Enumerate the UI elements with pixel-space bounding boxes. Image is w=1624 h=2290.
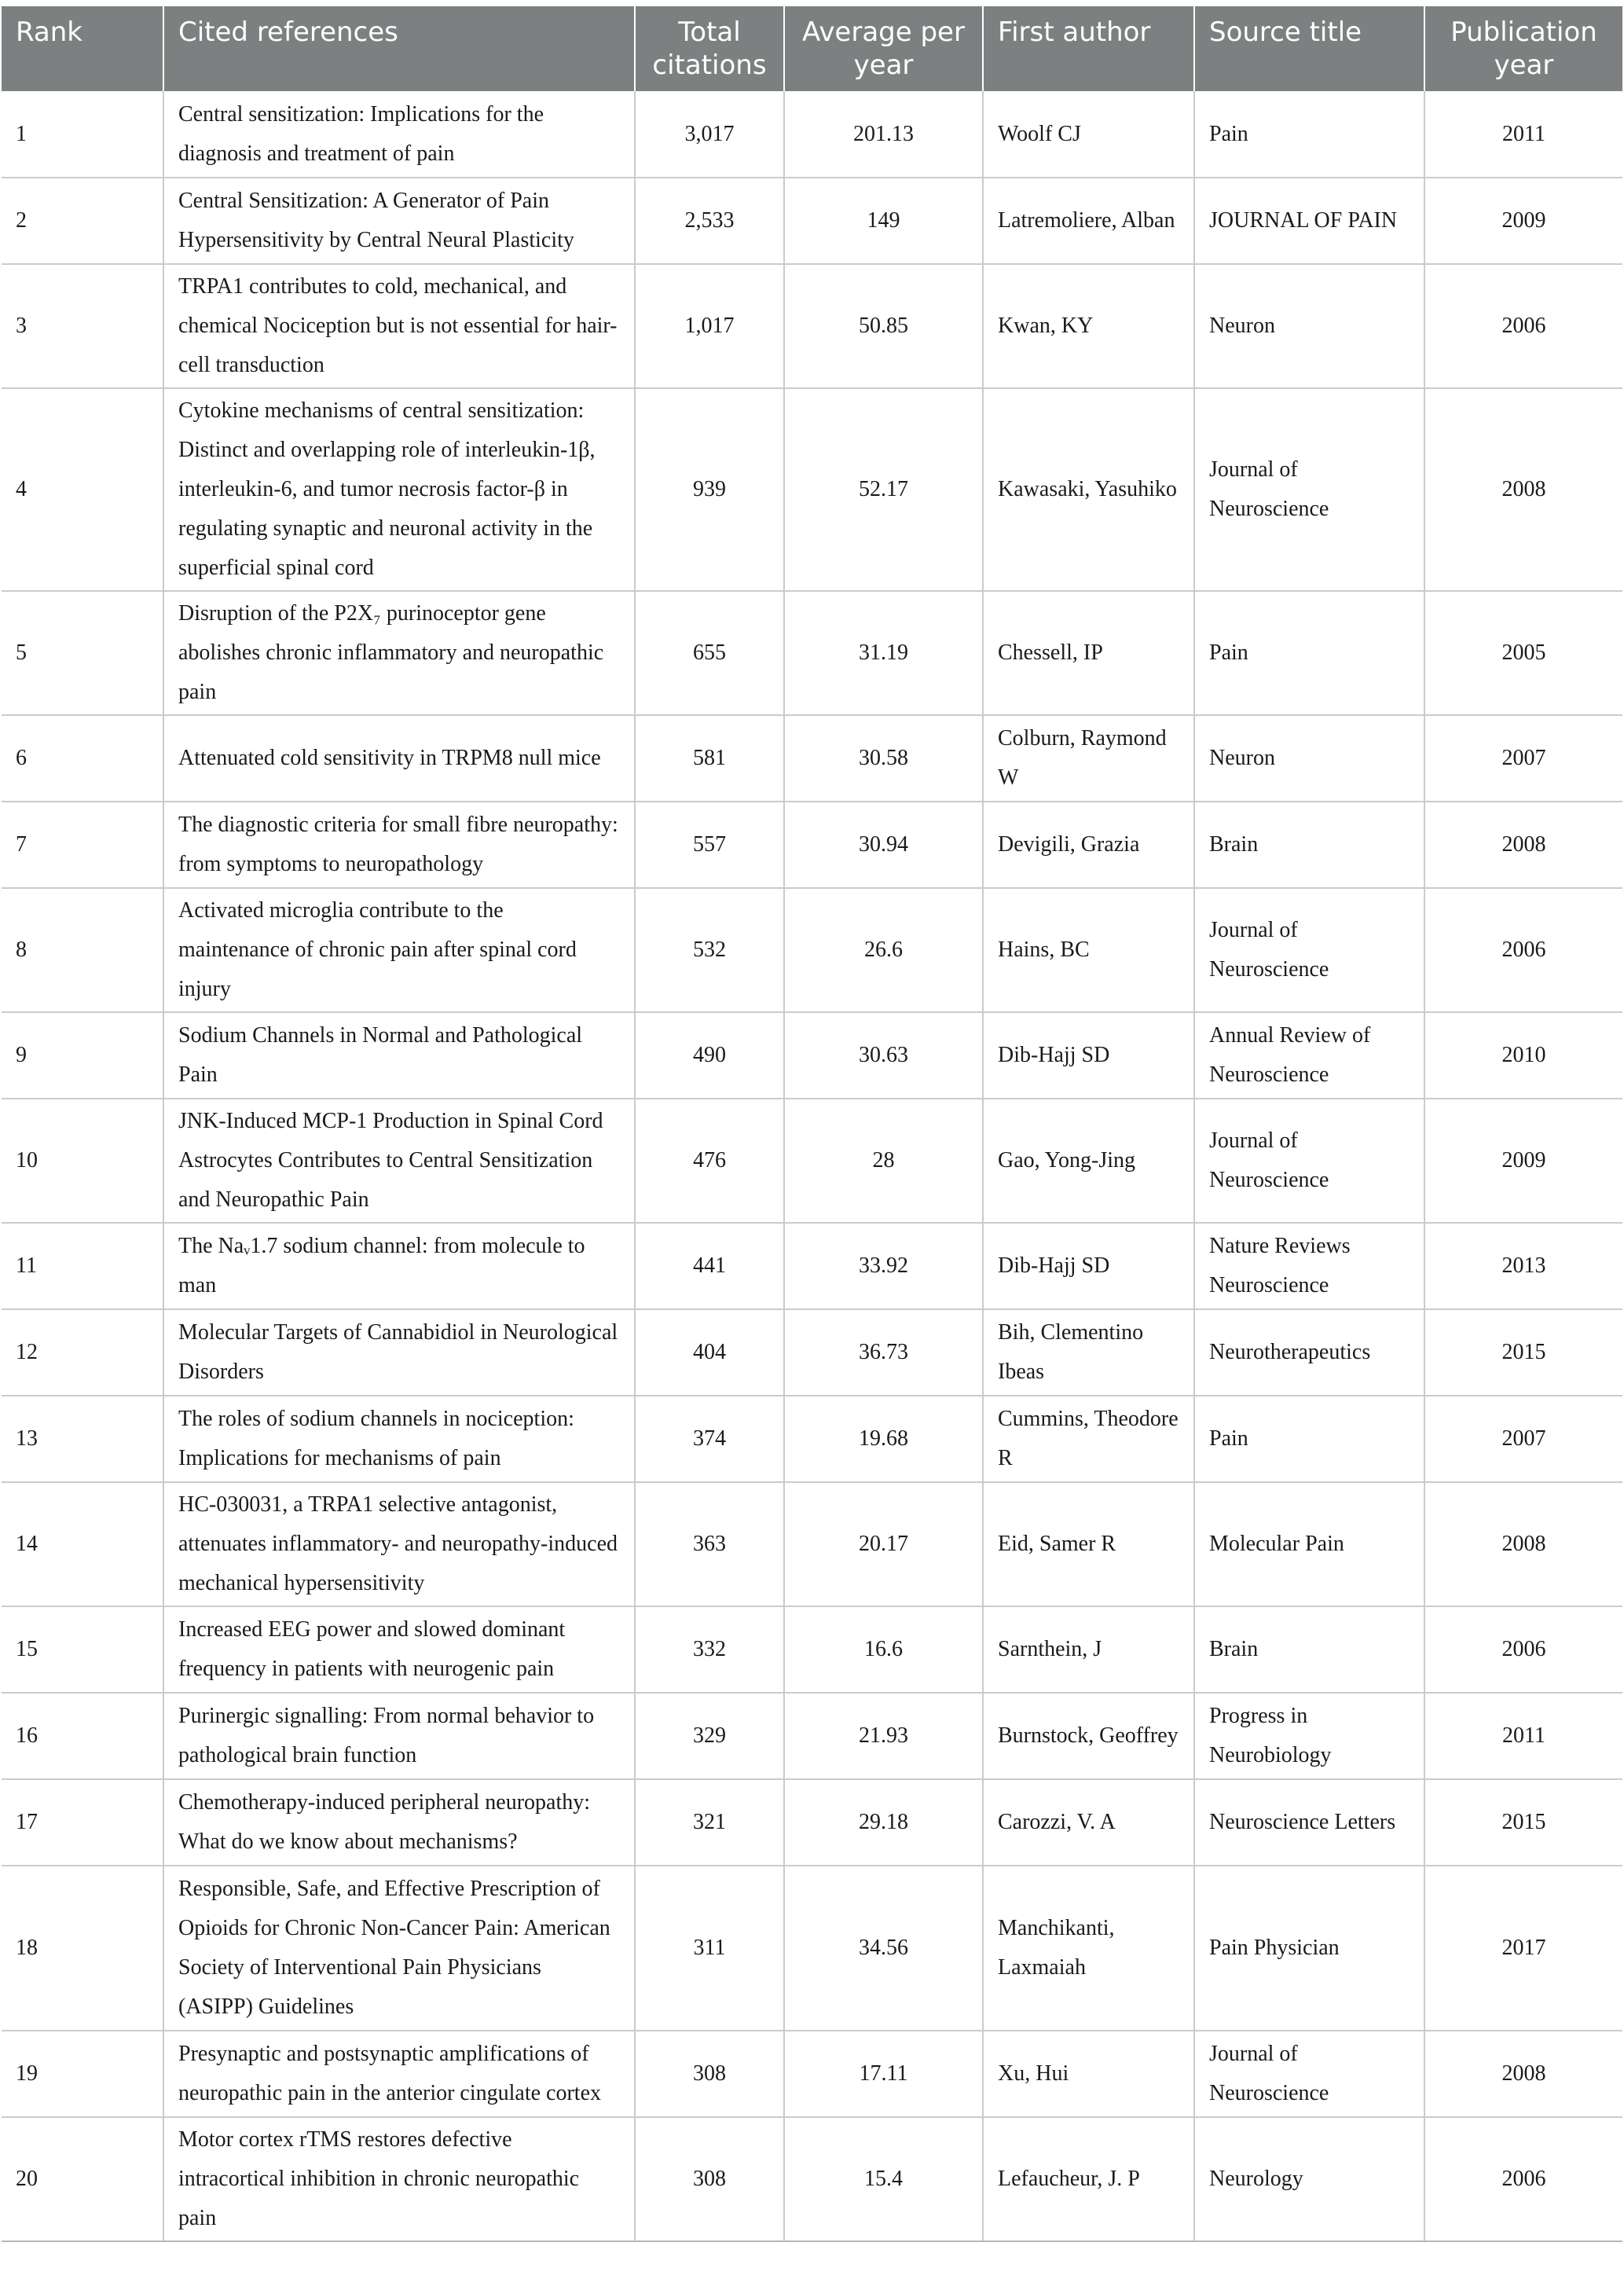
cell-total-citations: 939: [635, 388, 784, 591]
cell-rank: 16: [2, 1693, 163, 1779]
cell-cited-reference: Central Sensitization: A Generator of Pain Hypersensitivity by Central Neural Plasticity: [163, 178, 635, 264]
cell-total-citations: 332: [635, 1606, 784, 1693]
cell-average-per-year: 149: [784, 178, 983, 264]
cell-cited-reference: The diagnostic criteria for small fibre neuropathy: from symptoms to neuropathology: [163, 802, 635, 888]
cell-total-citations: 441: [635, 1223, 784, 1309]
cell-average-per-year: 30.63: [784, 1012, 983, 1099]
cell-rank: 9: [2, 1012, 163, 1099]
cell-cited-reference: Chemotherapy-induced peripheral neuropathy: What do we know about mechanisms?: [163, 1779, 635, 1866]
table-row: [2, 591, 1622, 715]
cell-first-author: Lefaucheur, J. P: [983, 2117, 1194, 2241]
cell-publication-year: 2015: [1424, 1779, 1622, 1866]
cell-publication-year: 2013: [1424, 1223, 1622, 1309]
cell-cited-reference: TRPA1 contributes to cold, mechanical, and chemical Nociception but is not essential for hair-cell transduction: [163, 264, 635, 388]
cell-average-per-year: 52.17: [784, 388, 983, 591]
table-row: [2, 1779, 1622, 1866]
cell-publication-year: 2007: [1424, 1396, 1622, 1482]
cell-total-citations: 329: [635, 1693, 784, 1779]
table-row: [2, 178, 1622, 264]
cell-source-title: Neurotherapeutics: [1194, 1309, 1424, 1396]
cell-average-per-year: 30.58: [784, 715, 983, 802]
cell-rank: 8: [2, 888, 163, 1012]
cell-rank: 14: [2, 1482, 163, 1606]
cell-cited-reference: HC-030031, a TRPA1 selective antagonist, attenuates inflammatory- and neuropathy-induced mechanical hypersensitivity: [163, 1482, 635, 1606]
cell-average-per-year: 30.94: [784, 802, 983, 888]
table-row: [2, 1223, 1622, 1309]
cell-first-author: Kwan, KY: [983, 264, 1194, 388]
table-row: [2, 1396, 1622, 1482]
cell-cited-reference: Central sensitization: Implications for the diagnosis and treatment of pain: [163, 91, 635, 178]
cell-publication-year: 2008: [1424, 802, 1622, 888]
cell-first-author: Sarnthein, J: [983, 1606, 1194, 1693]
header-source-title: Source title: [1194, 6, 1424, 91]
table-row: [2, 1309, 1622, 1396]
table-row: [2, 1606, 1622, 1693]
cell-average-per-year: 31.19: [784, 591, 983, 715]
cell-average-per-year: 28: [784, 1099, 983, 1223]
table-row: [2, 802, 1622, 888]
cell-first-author: Latremoliere, Alban: [983, 178, 1194, 264]
cell-cited-reference: Motor cortex rTMS restores defective intracortical inhibition in chronic neuropathic pain: [163, 2117, 635, 2241]
cell-first-author: Cummins, Theodore R: [983, 1396, 1194, 1482]
cell-first-author: Kawasaki, Yasuhiko: [983, 388, 1194, 591]
cell-first-author: Chessell, IP: [983, 591, 1194, 715]
cell-total-citations: 2,533: [635, 178, 784, 264]
header-row: [2, 6, 1622, 91]
cell-first-author: Dib-Hajj SD: [983, 1223, 1194, 1309]
cell-source-title: Neuron: [1194, 264, 1424, 388]
cell-rank: 19: [2, 2031, 163, 2117]
header-cited-references: Cited references: [163, 6, 635, 91]
cited-references-table: [2, 6, 1622, 2242]
cell-first-author: Hains, BC: [983, 888, 1194, 1012]
cell-total-citations: 655: [635, 591, 784, 715]
cell-average-per-year: 20.17: [784, 1482, 983, 1606]
cell-total-citations: 1,017: [635, 264, 784, 388]
cell-total-citations: 321: [635, 1779, 784, 1866]
cell-source-title: Journal of Neuroscience: [1194, 1099, 1424, 1223]
cell-rank: 12: [2, 1309, 163, 1396]
cell-average-per-year: 34.56: [784, 1866, 983, 2031]
header-average-per-year: Average per year: [784, 6, 983, 91]
cell-publication-year: 2010: [1424, 1012, 1622, 1099]
cell-publication-year: 2006: [1424, 264, 1622, 388]
cell-cited-reference: The roles of sodium channels in nociception: Implications for mechanisms of pain: [163, 1396, 635, 1482]
cell-publication-year: 2006: [1424, 1606, 1622, 1693]
cell-publication-year: 2005: [1424, 591, 1622, 715]
table-row: [2, 2031, 1622, 2117]
cell-source-title: Nature Reviews Neuroscience: [1194, 1223, 1424, 1309]
table-row: [2, 388, 1622, 591]
table-row: [2, 1482, 1622, 1606]
cell-rank: 1: [2, 91, 163, 178]
cell-publication-year: 2015: [1424, 1309, 1622, 1396]
cell-first-author: Dib-Hajj SD: [983, 1012, 1194, 1099]
cell-average-per-year: 33.92: [784, 1223, 983, 1309]
table-row: [2, 91, 1622, 178]
table-row: [2, 1693, 1622, 1779]
cell-rank: 15: [2, 1606, 163, 1693]
table-row: [2, 2117, 1622, 2241]
cell-cited-reference: Sodium Channels in Normal and Pathological Pain: [163, 1012, 635, 1099]
cell-publication-year: 2011: [1424, 1693, 1622, 1779]
cell-source-title: JOURNAL OF PAIN: [1194, 178, 1424, 264]
cell-cited-reference: Cytokine mechanisms of central sensitization: Distinct and overlapping role of interleukin-1β, interleukin-6, and tumor necrosis factor-β in regulating synaptic and neuronal activity in the superficial spinal cord: [163, 388, 635, 591]
cell-rank: 10: [2, 1099, 163, 1223]
cell-source-title: Journal of Neuroscience: [1194, 388, 1424, 591]
cell-rank: 11: [2, 1223, 163, 1309]
cell-first-author: Carozzi, V. A: [983, 1779, 1194, 1866]
cell-total-citations: 476: [635, 1099, 784, 1223]
cell-cited-reference: The Naᵥ1.7 sodium channel: from molecule to man: [163, 1223, 635, 1309]
table-row: [2, 888, 1622, 1012]
cell-cited-reference: Attenuated cold sensitivity in TRPM8 null mice: [163, 715, 635, 802]
table-row: [2, 1866, 1622, 2031]
cell-average-per-year: 26.6: [784, 888, 983, 1012]
cell-average-per-year: 50.85: [784, 264, 983, 388]
cell-cited-reference: Increased EEG power and slowed dominant frequency in patients with neurogenic pain: [163, 1606, 635, 1693]
cell-average-per-year: 36.73: [784, 1309, 983, 1396]
cell-first-author: Bih, Clementino Ibeas: [983, 1309, 1194, 1396]
cell-first-author: Eid, Samer R: [983, 1482, 1194, 1606]
cell-source-title: Brain: [1194, 802, 1424, 888]
header-first-author: First author: [983, 6, 1194, 91]
cell-source-title: Pain: [1194, 91, 1424, 178]
table-header: [2, 6, 1622, 91]
cell-rank: 6: [2, 715, 163, 802]
cell-source-title: Annual Review of Neuroscience: [1194, 1012, 1424, 1099]
cell-rank: 7: [2, 802, 163, 888]
cell-total-citations: 311: [635, 1866, 784, 2031]
cell-cited-reference: Presynaptic and postsynaptic amplifications of neuropathic pain in the anterior cingulate cortex: [163, 2031, 635, 2117]
cell-cited-reference: JNK-Induced MCP-1 Production in Spinal Cord Astrocytes Contributes to Central Sensitization and Neuropathic Pain: [163, 1099, 635, 1223]
cell-source-title: Brain: [1194, 1606, 1424, 1693]
cell-publication-year: 2011: [1424, 91, 1622, 178]
cell-total-citations: 308: [635, 2117, 784, 2241]
cell-first-author: Devigili, Grazia: [983, 802, 1194, 888]
cell-rank: 4: [2, 388, 163, 591]
cell-source-title: Pain Physician: [1194, 1866, 1424, 2031]
cell-average-per-year: 16.6: [784, 1606, 983, 1693]
cell-source-title: Molecular Pain: [1194, 1482, 1424, 1606]
cell-source-title: Journal of Neuroscience: [1194, 888, 1424, 1012]
cell-first-author: Xu, Hui: [983, 2031, 1194, 2117]
cell-source-title: Neuron: [1194, 715, 1424, 802]
cell-source-title: Progress in Neurobiology: [1194, 1693, 1424, 1779]
cell-first-author: Burnstock, Geoffrey: [983, 1693, 1194, 1779]
cell-cited-reference: Molecular Targets of Cannabidiol in Neurological Disorders: [163, 1309, 635, 1396]
cell-total-citations: 404: [635, 1309, 784, 1396]
cell-source-title: Neurology: [1194, 2117, 1424, 2241]
cell-cited-reference: Activated microglia contribute to the maintenance of chronic pain after spinal cord injury: [163, 888, 635, 1012]
header-publication-year: Publication year: [1424, 6, 1622, 91]
cell-rank: 5: [2, 591, 163, 715]
cell-source-title: Pain: [1194, 1396, 1424, 1482]
cell-total-citations: 532: [635, 888, 784, 1012]
header-total-citations: Total citations: [635, 6, 784, 91]
cell-average-per-year: 15.4: [784, 2117, 983, 2241]
cell-total-citations: 3,017: [635, 91, 784, 178]
cell-average-per-year: 201.13: [784, 91, 983, 178]
cell-publication-year: 2008: [1424, 2031, 1622, 2117]
cell-rank: 13: [2, 1396, 163, 1482]
cell-average-per-year: 19.68: [784, 1396, 983, 1482]
cell-total-citations: 557: [635, 802, 784, 888]
cell-publication-year: 2009: [1424, 1099, 1622, 1223]
cell-average-per-year: 21.93: [784, 1693, 983, 1779]
cell-publication-year: 2017: [1424, 1866, 1622, 2031]
cell-first-author: Colburn, Raymond W: [983, 715, 1194, 802]
cell-cited-reference: Disruption of the P2X₇ purinoceptor gene abolishes chronic inflammatory and neuropathic pain: [163, 591, 635, 715]
table-row: [2, 264, 1622, 388]
cell-total-citations: 363: [635, 1482, 784, 1606]
cell-average-per-year: 29.18: [784, 1779, 983, 1866]
table-row: [2, 1099, 1622, 1223]
cell-first-author: Woolf CJ: [983, 91, 1194, 178]
cell-source-title: Pain: [1194, 591, 1424, 715]
cell-first-author: Manchikanti, Laxmaiah: [983, 1866, 1194, 2031]
cell-rank: 17: [2, 1779, 163, 1866]
cell-cited-reference: Responsible, Safe, and Effective Prescription of Opioids for Chronic Non-Cancer Pain: American Society of Interventional Pain Physicians (ASIPP) Guidelines: [163, 1866, 635, 2031]
cell-rank: 18: [2, 1866, 163, 2031]
cell-total-citations: 581: [635, 715, 784, 802]
table-row: [2, 715, 1622, 802]
cell-publication-year: 2008: [1424, 1482, 1622, 1606]
cell-rank: 20: [2, 2117, 163, 2241]
cell-rank: 3: [2, 264, 163, 388]
cell-publication-year: 2007: [1424, 715, 1622, 802]
cell-rank: 2: [2, 178, 163, 264]
cell-publication-year: 2008: [1424, 388, 1622, 591]
cell-source-title: Neuroscience Letters: [1194, 1779, 1424, 1866]
cell-publication-year: 2006: [1424, 2117, 1622, 2241]
cell-total-citations: 374: [635, 1396, 784, 1482]
table-body: [2, 91, 1622, 2241]
cell-source-title: Journal of Neuroscience: [1194, 2031, 1424, 2117]
header-rank: Rank: [2, 6, 163, 91]
cell-first-author: Gao, Yong-Jing: [983, 1099, 1194, 1223]
cell-publication-year: 2009: [1424, 178, 1622, 264]
cell-total-citations: 490: [635, 1012, 784, 1099]
cell-publication-year: 2006: [1424, 888, 1622, 1012]
cell-cited-reference: Purinergic signalling: From normal behavior to pathological brain function: [163, 1693, 635, 1779]
cell-average-per-year: 17.11: [784, 2031, 983, 2117]
cell-total-citations: 308: [635, 2031, 784, 2117]
table-row: [2, 1012, 1622, 1099]
